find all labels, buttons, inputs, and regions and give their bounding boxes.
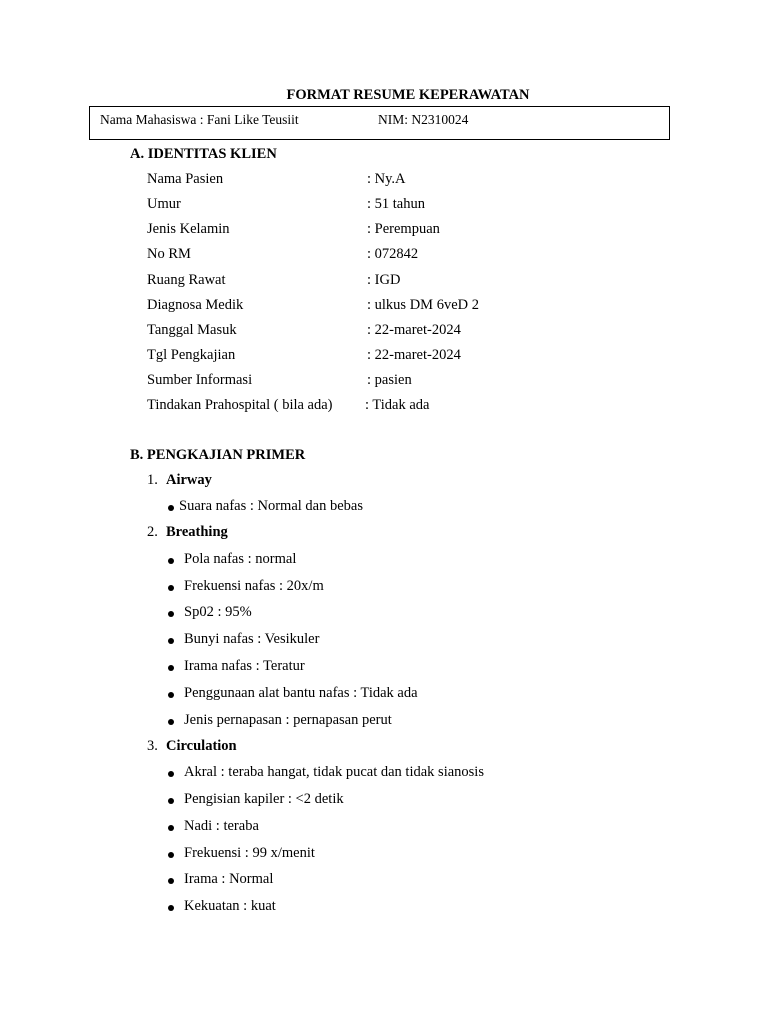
bullet-icon (168, 558, 174, 564)
student-nim: NIM: N2310024 (378, 112, 469, 127)
row-label: Diagnosa Medik (147, 297, 244, 313)
section-a-heading: A. IDENTITAS KLIEN (130, 146, 277, 162)
bullet-icon (168, 905, 174, 911)
list-item: Akral : teraba hangat, tidak pucat dan tidak sianosis (184, 764, 484, 780)
row-label: Sumber Informasi (147, 372, 253, 388)
row-label: Umur (147, 196, 181, 212)
row-value: : IGD (367, 272, 401, 288)
section-b-heading: B. PENGKAJIAN PRIMER (130, 447, 306, 463)
row-value: : 51 tahun (367, 196, 425, 212)
student-info-box (89, 106, 670, 140)
bullet-icon (168, 798, 174, 804)
list-item: Nadi : teraba (184, 818, 259, 834)
item-title-airway: Airway (166, 472, 212, 488)
bullet-icon (168, 585, 174, 591)
list-item: Pola nafas : normal (184, 551, 297, 567)
list-item: Bunyi nafas : Vesikuler (184, 631, 320, 647)
list-item: Jenis pernapasan : pernapasan perut (184, 712, 392, 728)
list-item: Frekuensi : 99 x/menit (184, 845, 315, 861)
row-value: : Perempuan (367, 221, 440, 237)
list-item: Penggunaan alat bantu nafas : Tidak ada (184, 685, 418, 701)
item-number: 2. (147, 524, 158, 540)
row-value: : 072842 (367, 246, 419, 262)
list-item: Irama : Normal (184, 871, 274, 887)
list-item: Suara nafas : Normal dan bebas (179, 498, 364, 514)
list-item: Pengisian kapiler : <2 detik (184, 791, 344, 807)
item-title-breathing: Breathing (166, 524, 228, 540)
bullet-icon (168, 638, 174, 644)
list-item: Irama nafas : Teratur (184, 658, 305, 674)
bullet-icon (168, 771, 174, 777)
bullet-icon (168, 852, 174, 858)
student-name: Nama Mahasiswa : Fani Like Teusiit (100, 112, 299, 127)
bullet-icon (168, 825, 174, 831)
list-item: Kekuatan : kuat (184, 898, 276, 914)
bullet-icon (168, 611, 174, 617)
row-label: Nama Pasien (147, 171, 224, 187)
list-item: Sp02 : 95% (184, 604, 252, 620)
row-label: Tgl Pengkajian (147, 347, 236, 363)
document-title: FORMAT RESUME KEPERAWATAN (286, 87, 530, 103)
row-value: : Ny.A (367, 171, 406, 187)
row-value: : ulkus DM 6veD 2 (367, 297, 479, 313)
row-label: Tanggal Masuk (147, 322, 237, 338)
bullet-icon (168, 692, 174, 698)
row-label: No RM (147, 246, 191, 262)
bullet-icon (168, 878, 174, 884)
item-title-circulation: Circulation (166, 738, 237, 754)
row-label: Tindakan Prahospital ( bila ada) (147, 397, 333, 413)
row-label: Jenis Kelamin (147, 221, 230, 237)
row-label: Ruang Rawat (147, 272, 226, 288)
bullet-icon (168, 719, 174, 725)
row-value: : 22-maret-2024 (367, 322, 461, 338)
bullet-icon (168, 665, 174, 671)
row-value: : pasien (367, 372, 412, 388)
row-value: : Tidak ada (365, 397, 430, 413)
item-number: 3. (147, 738, 158, 754)
row-value: : 22-maret-2024 (367, 347, 461, 363)
item-number: 1. (147, 472, 158, 488)
list-item: Frekuensi nafas : 20x/m (184, 578, 324, 594)
bullet-icon (168, 505, 174, 511)
